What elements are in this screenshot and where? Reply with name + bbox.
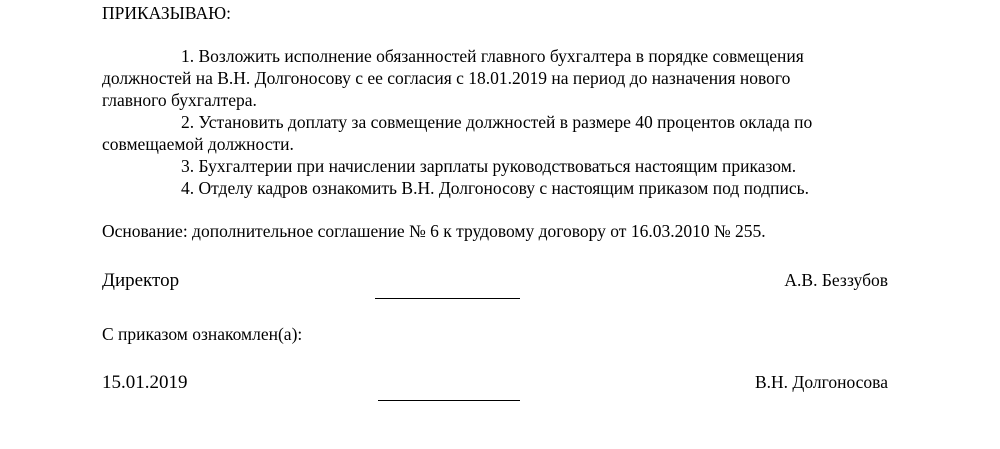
director-name: А.В. Беззубов	[784, 270, 888, 290]
acknowledged-date: 15.01.2019	[102, 372, 188, 393]
order-item-4: 4. Отделу кадров ознакомить В.Н. Долгоносову с настоящим приказом под подпись.	[181, 178, 810, 198]
order-heading: ПРИКАЗЫВАЮ:	[102, 3, 231, 23]
order-item-1-line-2: должностей на В.Н. Долгоносову с ее согласия с 18.01.2019 на период до назначения нового	[102, 68, 791, 88]
order-item-2-line-1: 2. Установить доплату за совмещение должностей в размере 40 процентов оклада по	[181, 112, 813, 132]
employee-name: В.Н. Долгоносова	[755, 372, 888, 392]
order-item-1-line-1: 1. Возложить исполнение обязанностей главного бухгалтера в порядке совмещения	[181, 46, 804, 66]
order-item-2-line-2: совмещаемой должности.	[102, 134, 294, 154]
order-basis: Основание: дополнительное соглашение № 6 к трудовому договору от 16.03.2010 № 255.	[102, 221, 766, 241]
director-label: Директор	[102, 270, 180, 291]
director-signature-line	[375, 298, 520, 299]
order-item-1-line-3: главного бухгалтера.	[102, 90, 257, 110]
order-item-3: 3. Бухгалтерии при начислении зарплаты руководствоваться настоящим приказом.	[181, 156, 797, 176]
acknowledged-label: С приказом ознакомлен(а):	[102, 324, 303, 344]
employee-signature-line	[378, 400, 520, 401]
